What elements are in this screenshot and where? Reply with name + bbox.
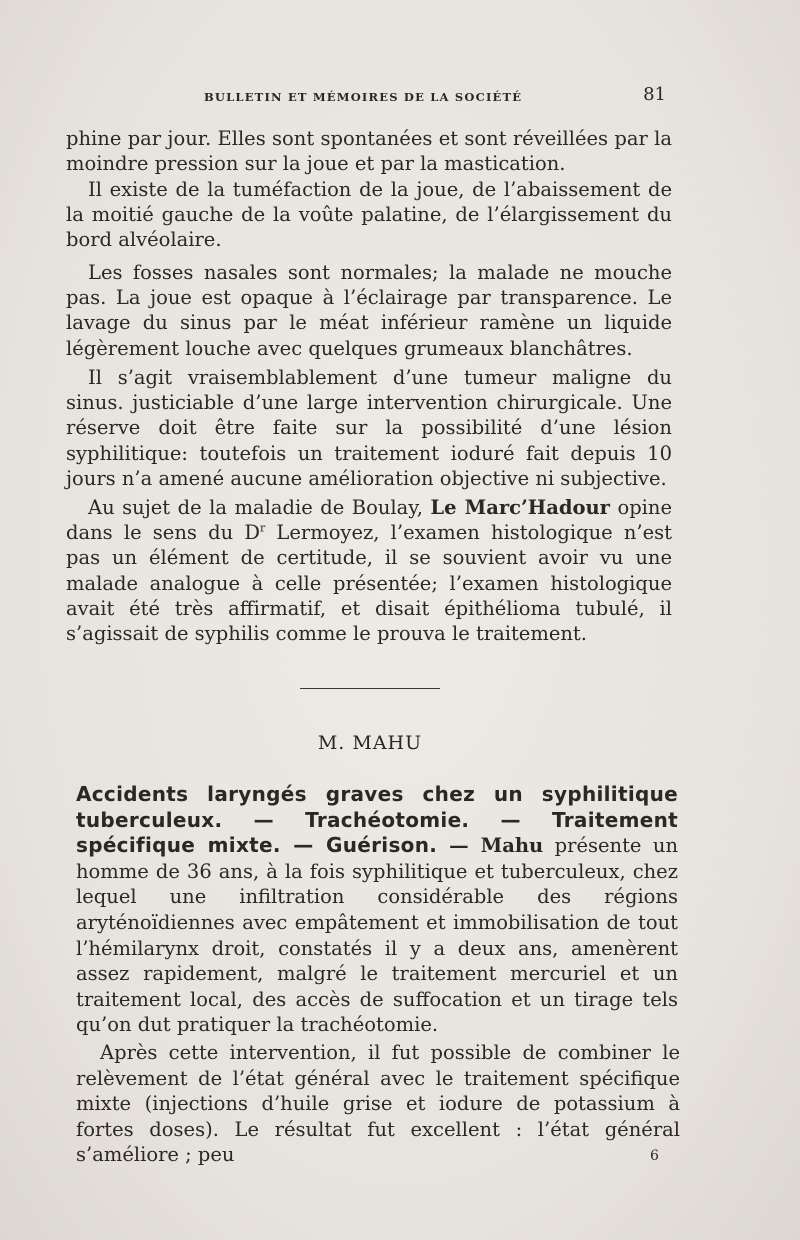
paragraph-2: Il existe de la tuméfaction de la joue, de l’abaissement de la moitié gauche de la voûte palatine, de l’élargissement du bord alvéolaire. bbox=[66, 178, 672, 252]
article-text: présente un homme de 36 ans, à la fois syphilitique et tuberculeux, chez lequel une infiltration considérable des régions aryténoïdiennes avec empâtement et immobilisation de tout l’hémilarynx droit, constatés il y a deux ans, amenèrent assez rapidement, malgré le traitement mercuriel et un traitement local, des accès de suffocation et un tirage tels qu’on dut pratiquer la trachéotomie. bbox=[76, 834, 679, 1037]
paragraph-4: Il s’agit vraisemblablement d’une tumeur maligne du sinus. justiciable d’une large intervention chirurgicale. Une réserve doit être faite sur la possibilité d’une lésion syphilitique: toutefois un traitement ioduré fait depuis 10 jours n’a amené aucune amélioration objective ni subjective. bbox=[66, 366, 672, 490]
paragraph-3: Les fosses nasales sont normales; la malade ne mouche pas. La joue est opaque à l’éclairage par transparence. Le lavage du sinus par le méat inférieur ramène un liquide légèrement louche avec quelques grumeaux blanchâtres. bbox=[66, 261, 672, 360]
paragraph-5 bbox=[66, 495, 672, 646]
signature-mark: 6 bbox=[650, 1148, 659, 1164]
page-number: 81 bbox=[643, 84, 666, 105]
section-separator bbox=[300, 688, 440, 689]
article-author-heading: M. MAHU bbox=[317, 732, 423, 754]
doctor-superscript: r bbox=[259, 521, 266, 535]
article-lead-name: — Mahu bbox=[437, 834, 544, 858]
article-title: Accidents laryngés graves chez un syphilitique tuberculeux. — Trachéotomie. — Traitement spécifique mixte. — Guérison. bbox=[76, 782, 678, 858]
paragraph-1: phine par jour. Elles sont spontanées et sont réveillées par la moindre pression sur la joue et par la mastication. bbox=[66, 127, 672, 176]
article-paragraph-2: Après cette intervention, il fut possible de combiner le relèvement de l’état général avec le traitement spécifique mixte (injections d’huile grise et iodure de potassium à fortes doses). Le résultat fut excellent : l’état général s’améliore ; peu bbox=[76, 1041, 680, 1167]
running-title: BULLETIN ET MÉMOIRES DE LA SOCIÉTÉ bbox=[204, 90, 523, 104]
paragraph-5-mid: opine dans le sens du D bbox=[66, 496, 673, 545]
author-name-le-marc-hadour: Le Marc’Hadour bbox=[430, 496, 610, 519]
paragraph-5-start: Au sujet de la maladie de Boulay, bbox=[88, 496, 431, 519]
article-paragraph-1 bbox=[76, 782, 678, 1038]
paragraph-5-end: Lermoyez, l’examen histologique n’est pas un élément de certitude, il se souvient avoir vu une malade analogue à celle présentée; l’examen histologique avait été très affirmatif, et disait épithélioma tubulé, il s’agissait de syphilis comme le prouva le traitement. bbox=[66, 521, 672, 646]
page-header bbox=[66, 84, 666, 108]
